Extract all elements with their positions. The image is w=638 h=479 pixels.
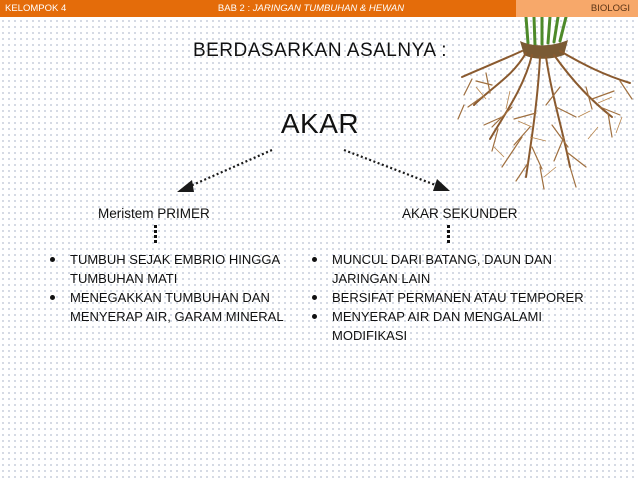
dotted-arrow-left bbox=[177, 150, 272, 192]
left-bullet-list bbox=[45, 250, 295, 326]
header-chapter-name: JARINGAN TUMBUHAN & HEWAN bbox=[252, 3, 405, 14]
right-connector-dots bbox=[447, 225, 451, 243]
header-chapter-title bbox=[106, 0, 516, 17]
left-branch-label: Meristem PRIMER bbox=[98, 206, 210, 221]
header-subject-label: BIOLOGI bbox=[516, 0, 638, 17]
header-group-label: KELOMPOK 4 bbox=[0, 0, 106, 17]
slide-header bbox=[0, 0, 638, 17]
list-item: MUNCUL DARI BATANG, DAUN DAN JARINGAN LAIN bbox=[307, 250, 607, 288]
slide-title: BERDASARKAN ASALNYA : bbox=[192, 40, 448, 61]
list-item: MENEGAKKAN TUMBUHAN DAN MENYERAP AIR, GARAM MINERAL bbox=[45, 288, 295, 326]
left-connector-dots bbox=[154, 225, 158, 243]
right-bullet-list bbox=[307, 250, 607, 345]
dotted-arrow-right bbox=[344, 150, 450, 191]
right-branch-label: AKAR SEKUNDER bbox=[402, 206, 518, 221]
list-item: BERSIFAT PERMANEN ATAU TEMPORER bbox=[307, 288, 607, 307]
plant-roots-image bbox=[452, 17, 638, 202]
list-item: MENYERAP AIR DAN MENGALAMI MODIFIKASI bbox=[307, 307, 607, 345]
header-chapter-prefix: BAB 2 : bbox=[217, 3, 253, 14]
list-item: TUMBUH SEJAK EMBRIO HINGGA TUMBUHAN MATI bbox=[45, 250, 295, 288]
slide-subtitle: AKAR bbox=[280, 108, 360, 139]
